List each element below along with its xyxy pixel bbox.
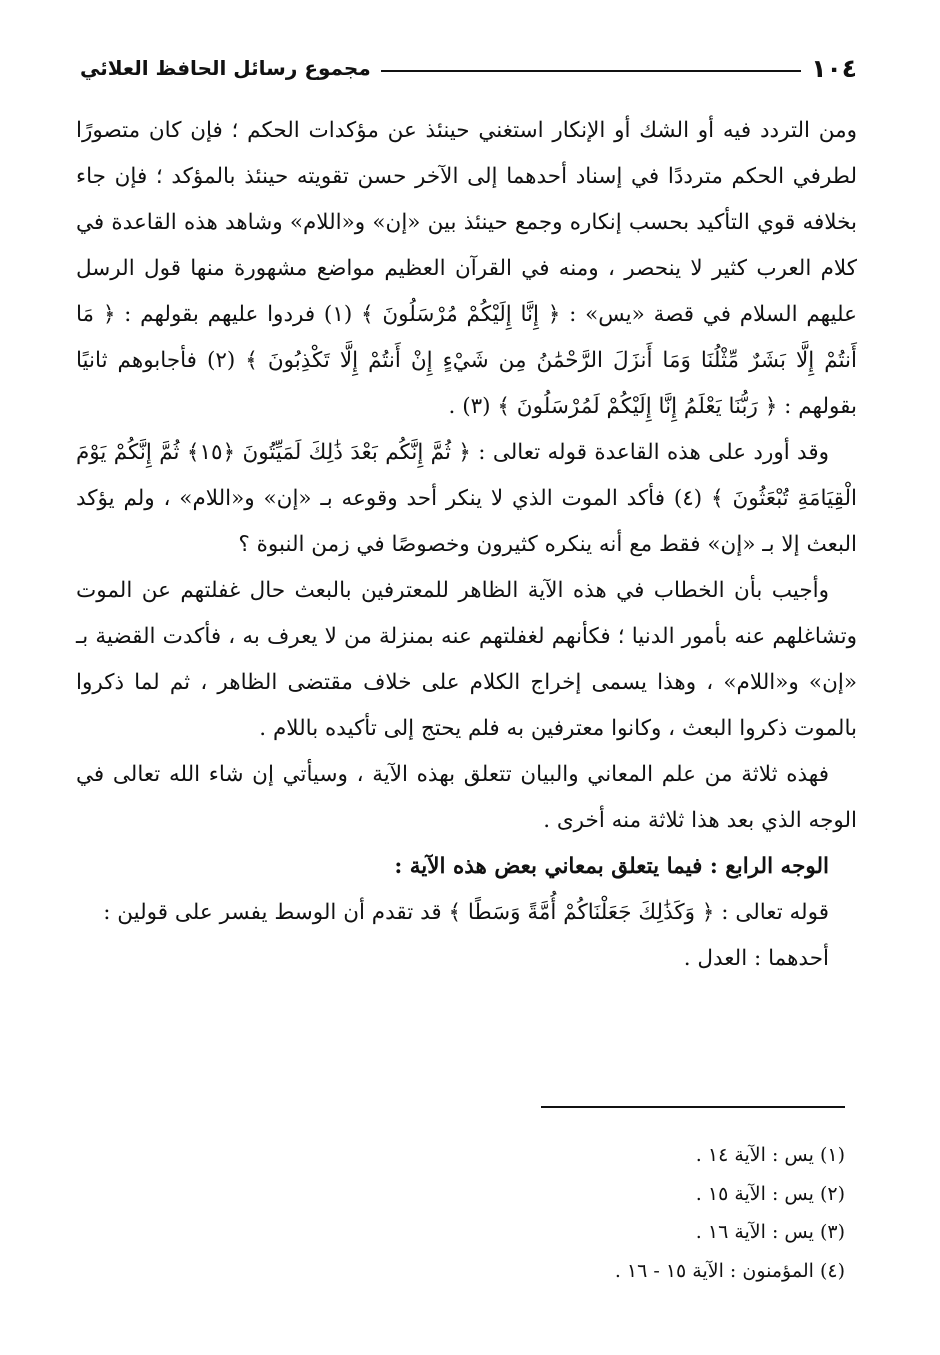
paragraph-7: أحدهما : العدل . [683, 946, 829, 971]
paragraph-3: وأجيب بأن الخطاب في هذه الآية الظاهر للمعترفين بالبعث حال غفلتهم عن الموت وتشاغلهم عنه بأمور الدنيا ؛ فكأنهم لغفلتهم عنه بمنزلة من لا يعرف به ، فأكدت القضية بـ «إن» و«اللام» ، وهذا يسمى إخراج الكلام على خلاف مقتضى الظاهر ، ثم لما ذكروا بالموت ذكروا البعث ، وكانوا معترفين به فلم يحتج إلى تأكيده باللام . [76, 578, 857, 741]
body-text [76, 108, 857, 982]
header-rule [381, 70, 801, 72]
paragraph-1: ومن التردد فيه أو الشك أو الإنكار استغني حينئذ عن مؤكدات الحكم ؛ فإن كان متصورًا لطرفي الحكم مترددًا في إسناد أحدهما إلى الآخر حسن تقويته حينئذ بالمؤكد ؛ فإن جاء بخلافه قوي التأكيد بحسب إنكاره وجمع حينئذ بين «إن» و«اللام» وشاهد هذه القاعدة في كلام العرب كثير لا ينحصر ، ومنه في القرآن العظيم مواضع مشهورة منها قول الرسل عليهم السلام في قصة «يس» : ﴿ إِنَّا إِلَيْكُمْ مُرْسَلُونَ ﴾ (١) فردوا عليهم بقولهم : ﴿ مَا أَنتُمْ إِلَّا بَشَرٌ مِّثْلُنَا وَمَا أَنزَلَ الرَّحْمَٰنُ مِن شَيْءٍ إِنْ أَنتُمْ إِلَّا تَكْذِبُونَ ﴾ (٢) فأجابوهم ثانيًا بقولهم : ﴿ رَبُّنَا يَعْلَمُ إِنَّا إِلَيْكُمْ لَمُرْسَلُونَ ﴾ (٣) . [76, 118, 857, 419]
footnote-4: (٤) المؤمنون : الآية ١٥ - ١٦ . [614, 1259, 845, 1282]
paragraph-2: وقد أورد على هذه القاعدة قوله تعالى : ﴿ ثُمَّ إِنَّكُم بَعْدَ ذَٰلِكَ لَمَيِّتُونَ ﴿١٥﴾ ثُمَّ إِنَّكُمْ يَوْمَ الْقِيَامَةِ تُبْعَثُونَ ﴾ (٤) فأكد الموت الذي لا ينكر أحد وقوعه بـ «إن» و«اللام» ، ولم يؤكد البعث إلا بـ «إن» فقط مع أنه ينكره كثيرون وخصوصًا في زمن النبوة ؟ [76, 440, 857, 557]
footnote-2: (٢) يس : الآية ١٥ . [695, 1182, 845, 1205]
paragraph-6: قوله تعالى : ﴿ وَكَذَٰلِكَ جَعَلْنَاكُمْ أُمَّةً وَسَطًا ﴾ قد تقدم أن الوسط يفسر على قولين : [103, 900, 829, 925]
page-number: ١٠٤ [811, 53, 857, 83]
page-header [80, 48, 857, 88]
footnote-1: (١) يس : الآية ١٤ . [695, 1144, 845, 1166]
footnotes [300, 1136, 845, 1290]
footnote-3: (٣) يس : الآية ١٦ . [695, 1221, 845, 1243]
running-title: مجموع رسائل الحافظ العلائي [80, 56, 371, 80]
footnote-rule [541, 1106, 845, 1108]
paragraph-4: فهذه ثلاثة من علم المعاني والبيان تتعلق بهذه الآية ، وسيأتي إن شاء الله تعالى في الوجه الذي بعد هذا ثلاثة منه أخرى . [76, 762, 857, 833]
section-heading: الوجه الرابع : فيما يتعلق بمعاني بعض هذه الآية : [394, 854, 829, 879]
